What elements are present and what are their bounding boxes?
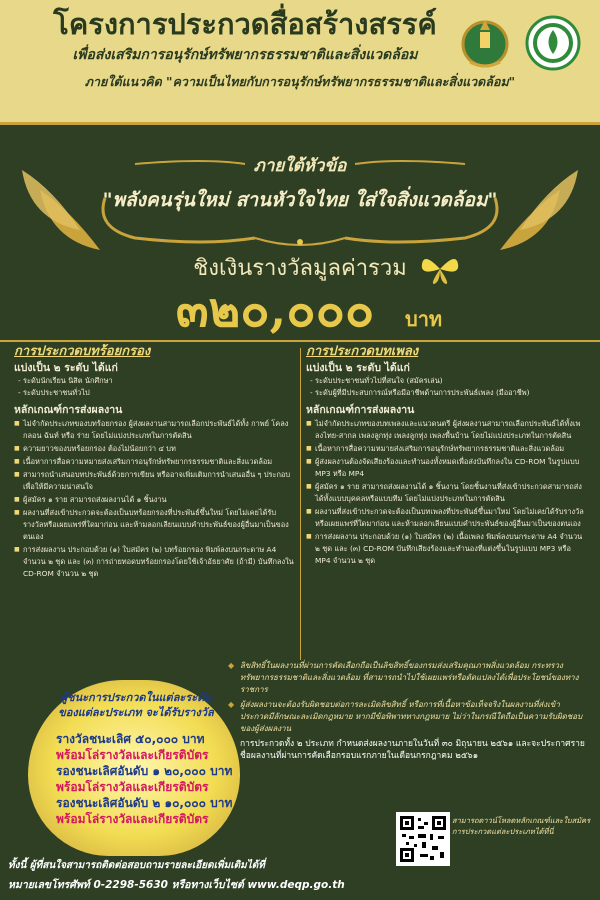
song-contest-section [306, 346, 588, 568]
award-list [56, 731, 256, 827]
phone-text: หมายเลขโทรศัพท์ 0-2298-5630 หรือทางเว็บไซต์ [8, 879, 244, 891]
page-subtitle: เพื่อส่งเสริมการอนุรักษ์ทรัพยากรธรรมชาติและสิ่งแวดล้อม [72, 47, 418, 63]
award-extra: พร้อมโล่รางวัลและเกียรติบัตร [56, 812, 209, 826]
schedule-note: • การประกวดทั้ง ๒ ประเภท กำหนดส่งผลงานภายในวันที่ ๓๐ มิถุนายน ๒๕๖๑ และจะประกาศรายชื่อผลงานที่ผ่านการคัดเลือกรอบแรกภายในเดือนกรกฎาคม ๒๕๖๑ [228, 738, 586, 762]
song-criterion: ■ ผลงานที่ส่งเข้าประกวดจะต้องเป็นบทเพลงที่ประพันธ์ขึ้นมาใหม่ โดยไม่เคยได้รับรางวัลหรือเผยแพร่ที่ใดมาก่อน และห้ามลอกเลียนแบบคำประพันธ์ของผู้อื่นมาเป็นของตนเอง [306, 506, 588, 530]
song-contest-title: การประกวดบทเพลง [306, 344, 419, 359]
liability-note: ◆ ผู้ส่งผลงานจะต้องรับผิดชอบต่อการละเมิดลิขสิทธิ์ หรือการที่เนื้อหาข้อเท็จจริงในผลงานที่ส่งเข้าประกวดมีลักษณะละเมิดกฎหมาย หากมีข้อพิพาททางกฎหมาย ไม่ว่าในกรณีใดถือเป็นความรับผิดชอบของผู้ส่งผลงาน [228, 699, 586, 735]
song-level-item: - ระดับประชาชนทั่วไปที่สนใจ (สมัครเล่น) [310, 376, 443, 385]
prize-unit: บาท [405, 307, 443, 331]
prize-amount: ๓๒๐,๐๐๐ [175, 282, 375, 338]
award-rank: รางวัลชนะเลิศ ๕๐,๐๐๐ บาท [56, 732, 205, 746]
song-criterion: ■ เนื้อหาการสื่อความหมายส่งเสริมการอนุรักษ์ทรัพยากรธรรมชาติและสิ่งแวดล้อม [306, 443, 588, 455]
poem-criterion: ■ ไม่จำกัดประเภทของบทร้อยกรอง ผู้ส่งผลงานสามารถเลือกประพันธ์ได้ทั้ง กาพย์ โคลง กลอน ฉันท์ หรือ ร่าย โดยไม่แบ่งประเภทในการตัดสิน [14, 418, 296, 442]
butterfly-icon [420, 252, 460, 286]
poem-contest-title: การประกวดบทร้อยกรอง [14, 344, 151, 359]
poem-criterion: ■ ความยาวของบทร้อยกรอง ต้องไม่น้อยกว่า ๔ บท [14, 443, 296, 455]
poem-criterion: ■ ผลงานที่ส่งเข้าประกวดจะต้องเป็นบทร้อยกรองที่ประพันธ์ขึ้นใหม่ โดยไม่เคยได้รับรางวัลหรือเผยแพร่ที่ใดมาก่อน และห้ามลอกเลียนแบบคำประพันธ์ของผู้อื่นมาเป็นของตนเอง [14, 507, 296, 543]
poem-criterion: ■ สามารถนำเสนอบทประพันธ์ด้วยการเขียน หรืออาจเพิ่มเติมการนำเสนออื่น ๆ ประกอบเพื่อให้มีความน่าสนใจ [14, 469, 296, 493]
theme-text: "พลังคนรุ่นใหม่ สานหัวใจไทย ใส่ใจสิ่งแวดล้อม" [102, 189, 498, 211]
poem-levels-head: แบ่งเป็น ๒ ระดับ ได้แก่ [14, 362, 118, 374]
poem-criterion: ■ การส่งผลงาน ประกอบด้วย (๑) ใบสมัคร (๒) บทร้อยกรอง พิมพ์ลงบนกระดาษ A4 จำนวน ๒ ชุด และ (๓) การถ่ายทอดบทร้อยกรองโดยใช้เจ้าอัธยาศัย (ถ้ามี) บันทึกลงใน CD-ROM จำนวน ๒ ชุด [14, 544, 296, 580]
website-link[interactable]: www.deqp.go.th [247, 879, 345, 891]
qr-code-icon [400, 816, 446, 862]
poem-level-item: - ระดับประชาชนทั่วไป [18, 388, 90, 397]
song-criterion: ■ การส่งผลงาน ประกอบด้วย (๑) ใบสมัคร (๒) เนื้อเพลง พิมพ์ลงบนกระดาษ A4 จำนวน ๒ ชุด และ (๓) CD-ROM บันทึกเสียงร้องและทำนองที่แต่งขึ้นในรูปแบบ MP3 หรือ MP4 จำนวน ๒ ชุด [306, 531, 588, 567]
song-level-item: - ระดับผู้ที่มีประสบการณ์หรือมีอาชีพด้านการประพันธ์เพลง (มืออาชีพ) [310, 388, 530, 397]
contact-line [8, 876, 345, 893]
page-concept: ภายใต้แนวคิด "ความเป็นไทยกับการอนุรักษ์ทรัพยากรธรรมชาติและสิ่งแวดล้อม" [84, 74, 516, 89]
song-criterion: ■ ผู้ส่งผลงานต้องจัดเสียงร้องและทำนองทั้งหมดเพื่อส่งบันทึกลงใน CD-ROM ในรูปแบบ MP3 หรือ MP4 [306, 456, 588, 480]
poem-criteria-head: หลักเกณฑ์การส่งผลงาน [14, 404, 123, 416]
header-divider [0, 122, 600, 125]
royal-emblem-icon [456, 14, 514, 72]
award-extra: พร้อมโล่รางวัลและเกียรติบัตร [56, 748, 209, 762]
poem-criterion: ■ เนื้อหาการสื่อความหมายส่งเสริมการอนุรักษ์ทรัพยากรธรรมชาติและสิ่งแวดล้อม [14, 456, 296, 468]
song-levels-head: แบ่งเป็น ๒ ระดับ ได้แก่ [306, 362, 410, 374]
poem-level-item: - ระดับนักเรียน นิสิต นักศึกษา [18, 376, 113, 385]
prize-label: ชิงเงินรางวัลมูลค่ารวม [193, 256, 407, 281]
copyright-note: ◆ ลิขสิทธิ์ในผลงานที่ผ่านการคัดเลือกถือเป็นลิขสิทธิ์ของกรมส่งเสริมคุณภาพสิ่งแวดล้อม กระทรวงทรัพยากรธรรมชาติและสิ่งแวดล้อม ที่สามารถนำไปใช้เผยแพร่หรือดัดแปลงได้เพื่อประโยชน์ของทางราชการ [228, 660, 586, 696]
award-extra: พร้อมโล่รางวัลและเกียรติบัตร [56, 780, 209, 794]
notes-section [228, 660, 586, 762]
song-criteria-head: หลักเกณฑ์การส่งผลงาน [306, 404, 415, 416]
theme-label: ภายใต้หัวข้อ [253, 156, 347, 176]
award-heading-line: ผู้ชนะการประกวดในแต่ละระดับ [60, 691, 212, 704]
award-heading [44, 690, 228, 720]
page-title: โครงการประกวดสื่อสร้างสรรค์ [53, 7, 437, 41]
poem-criterion: ■ ผู้สมัคร ๑ ราย สามารถส่งผลงานได้ ๑ ชิ้นงาน [14, 494, 296, 506]
award-rank: รองชนะเลิศอันดับ ๑ ๒๐,๐๐๐ บาท [56, 764, 233, 778]
award-heading-line: ของแต่ละประเภท จะได้รับรางวัล [58, 706, 214, 719]
section-divider [0, 340, 600, 342]
qr-note: สามารถดาวน์โหลดหลักเกณฑ์และใบสมัครการประกวดแต่ละประเภทได้ที่นี่ [452, 816, 591, 836]
qr-code[interactable] [396, 812, 450, 866]
poem-contest-section [14, 346, 296, 581]
award-rank: รองชนะเลิศอันดับ ๒ ๑๐,๐๐๐ บาท [56, 796, 233, 810]
column-divider [300, 348, 301, 660]
contact-text: ทั้งนี้ ผู้ที่สนใจสามารถติดต่อสอบถามรายละเอียดเพิ่มเติมได้ที่ [8, 860, 265, 871]
song-criterion: ■ ไม่จำกัดประเภทของบทเพลงและแนวดนตรี ผู้ส่งผลงานสามารถเลือกประพันธ์ได้ทั้งเพลงไทย-สากล เพลงลูกทุ่ง เพลงลูกทุ่ง เพลงพื้นบ้าน โดยไม่แบ่งประเภทในการตัดสิน [306, 418, 588, 442]
deqp-logo-icon [524, 14, 582, 72]
song-criterion: ■ ผู้สมัคร ๑ ราย สามารถส่งผลงานได้ ๑ ชิ้นงาน โดยชิ้นงานที่ส่งเข้าประกวดสามารถส่งได้ทั้งแบบบุคคลหรือแบบทีม โดยไม่แบ่งประเภทในการตัดสิน [306, 481, 588, 505]
